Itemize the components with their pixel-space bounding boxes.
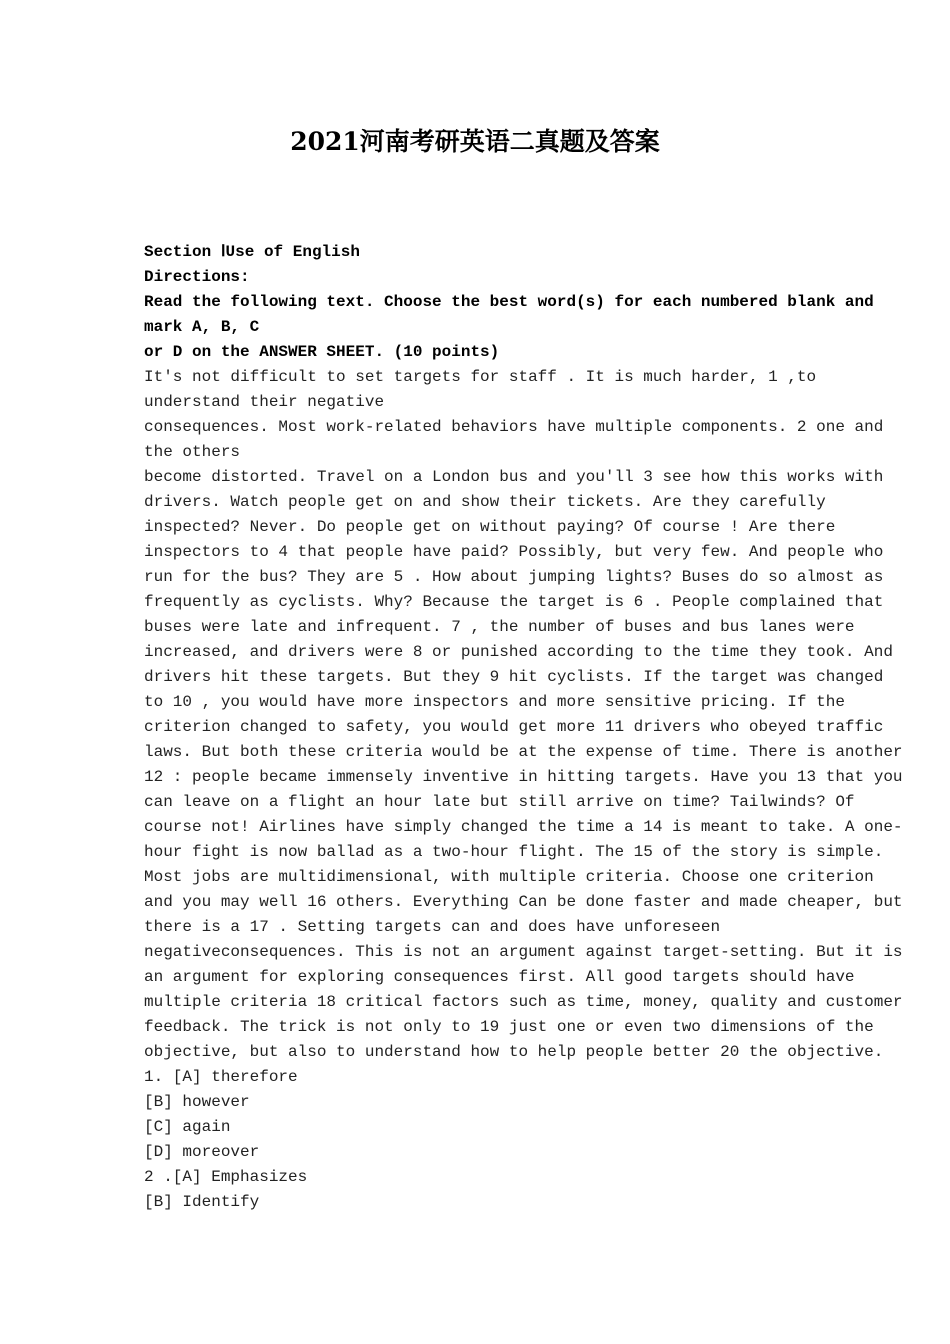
passage-line: become distorted. Travel on a London bus and you'll 3 see how this works with <box>144 468 884 486</box>
passage-line: consequences. Most work-related behaviors have multiple components. 2 one and <box>144 418 884 436</box>
passage-line: drivers hit these targets. But they 9 hit cyclists. If the target was changed <box>144 668 884 686</box>
document-body <box>144 240 903 1215</box>
directions-line: or D on the ANSWER SHEET. (10 points) <box>144 343 500 361</box>
passage-line: run for the bus? They are 5 . How about jumping lights? Buses do so almost as <box>144 568 884 586</box>
passage-line: hour fight is now ballad as a two-hour flight. The 15 of the story is simple. <box>144 843 884 861</box>
passage-line: the others <box>144 443 241 461</box>
passage-line: objective, but also to understand how to help people better 20 the objective. <box>144 1043 884 1061</box>
passage-line: an argument for exploring consequences first. All good targets should have <box>144 968 855 986</box>
directions-line: mark A, B, C <box>144 318 260 336</box>
passage-line: inspected? Never. Do people get on without paying? Of course ! Are there <box>144 518 836 536</box>
option-line: [B] however <box>144 1093 250 1111</box>
passage-line: laws. But both these criteria would be at the expense of time. There is another <box>144 743 903 761</box>
passage-line: multiple criteria 18 critical factors such as time, money, quality and customer <box>144 993 903 1011</box>
passage-line: feedback. The trick is not only to 19 just one or even two dimensions of the <box>144 1018 874 1036</box>
passage-line: frequently as cyclists. Why? Because the target is 6 . People complained that <box>144 593 884 611</box>
passage-line: buses were late and infrequent. 7 , the number of buses and bus lanes were <box>144 618 855 636</box>
passage-line: can leave on a flight an hour late but still arrive on time? Tailwinds? Of <box>144 793 855 811</box>
passage-line: criterion changed to safety, you would get more 11 drivers who obeyed traffic <box>144 718 884 736</box>
passage-line: increased, and drivers were 8 or punished according to the time they took. And <box>144 643 893 661</box>
passage-line: Most jobs are multidimensional, with multiple criteria. Choose one criterion <box>144 868 874 886</box>
option-line: [C] again <box>144 1118 231 1136</box>
option-line: [B] Identify <box>144 1193 260 1211</box>
passage-line: there is a 17 . Setting targets can and does have unforeseen <box>144 918 721 936</box>
passage-line: to 10 , you would have more inspectors and more sensitive pricing. If the <box>144 693 845 711</box>
passage-line: 12 : people became immensely inventive in hitting targets. Have you 13 that you <box>144 768 903 786</box>
directions-text <box>144 290 874 365</box>
directions-label: Directions: <box>144 268 250 286</box>
directions-line: Read the following text. Choose the best word(s) for each numbered blank and <box>144 293 874 311</box>
option-line: [D] moreover <box>144 1143 260 1161</box>
passage-line: course not! Airlines have simply changed the time a 14 is meant to take. A one- <box>144 818 903 836</box>
passage-line: drivers. Watch people get on and show their tickets. Are they carefully <box>144 493 826 511</box>
passage-line: negativeconsequences. This is not an argument against target-setting. But it is <box>144 943 903 961</box>
page-title: 2021河南考研英语二真题及答案 <box>290 127 660 156</box>
section-heading: Section ⅠUse of English <box>144 243 360 261</box>
passage-line: and you may well 16 others. Everything Can be done faster and made cheaper, but <box>144 893 903 911</box>
answer-options <box>144 1065 824 1215</box>
passage-line: inspectors to 4 that people have paid? Possibly, but very few. And people who <box>144 543 884 561</box>
passage-line: understand their negative <box>144 393 385 411</box>
passage-line: It's not difficult to set targets for staff . It is much harder, 1 ,to <box>144 368 817 386</box>
passage <box>144 365 903 1065</box>
option-line: 1. [A] therefore <box>144 1068 298 1086</box>
option-line: 2 .[A] Emphasizes <box>144 1168 308 1186</box>
